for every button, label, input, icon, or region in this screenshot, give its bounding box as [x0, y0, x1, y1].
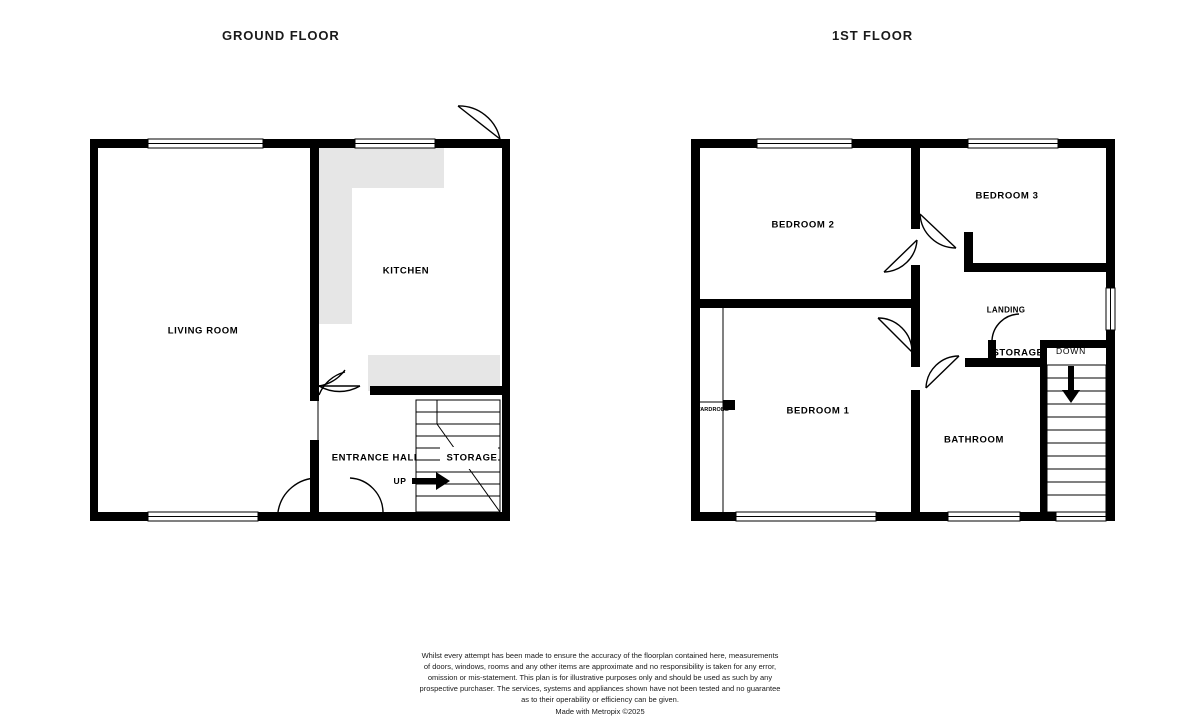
- disclaimer-line-3: omission or mis-statement. This plan is for illustrative purposes only and should be used as such by any: [427, 673, 773, 682]
- room-label-bedroom-1: BEDROOM 1: [786, 405, 850, 417]
- room-label-storage-first: STORAGE: [992, 347, 1044, 359]
- disclaimer-line-1: Whilst every attempt has been made to ensure the accuracy of the floorplan contained here, measurements: [421, 651, 779, 660]
- stair-direction-down: DOWN: [1055, 346, 1087, 356]
- disclaimer-line-5: as to their operability or efficiency can be given.: [521, 695, 679, 704]
- ground-floor-title: GROUND FLOOR: [222, 28, 340, 43]
- disclaimer-line-2: of doors, windows, rooms and any other items are approximate and no responsibility is taken for any error,: [423, 662, 777, 671]
- disclaimer-block: [0, 650, 1200, 717]
- first-floor-plan: [691, 139, 1115, 521]
- room-label-bedroom-3: BEDROOM 3: [975, 190, 1039, 202]
- first-floor-title: 1ST FLOOR: [832, 28, 914, 43]
- room-label-bedroom-2: BEDROOM 2: [771, 219, 835, 231]
- room-label-wardrobe: WARDROBE: [695, 407, 729, 413]
- room-label-landing: LANDING: [986, 305, 1026, 315]
- first-floor-stairs: [1047, 365, 1106, 512]
- room-label-entrance-hall: ENTRANCE HALL: [331, 452, 421, 464]
- stair-direction-up: UP: [393, 476, 407, 486]
- room-label-storage-ground: STORAGE: [446, 452, 498, 464]
- room-label-bathroom: BATHROOM: [943, 434, 1005, 446]
- room-label-living-room: LIVING ROOM: [167, 325, 239, 337]
- room-label-kitchen: KITCHEN: [382, 265, 430, 277]
- made-with-credit: Made with Metropix ©2025: [555, 707, 645, 716]
- disclaimer-line-4: prospective purchaser. The services, systems and appliances shown have not been tested and no guarantee: [419, 684, 781, 693]
